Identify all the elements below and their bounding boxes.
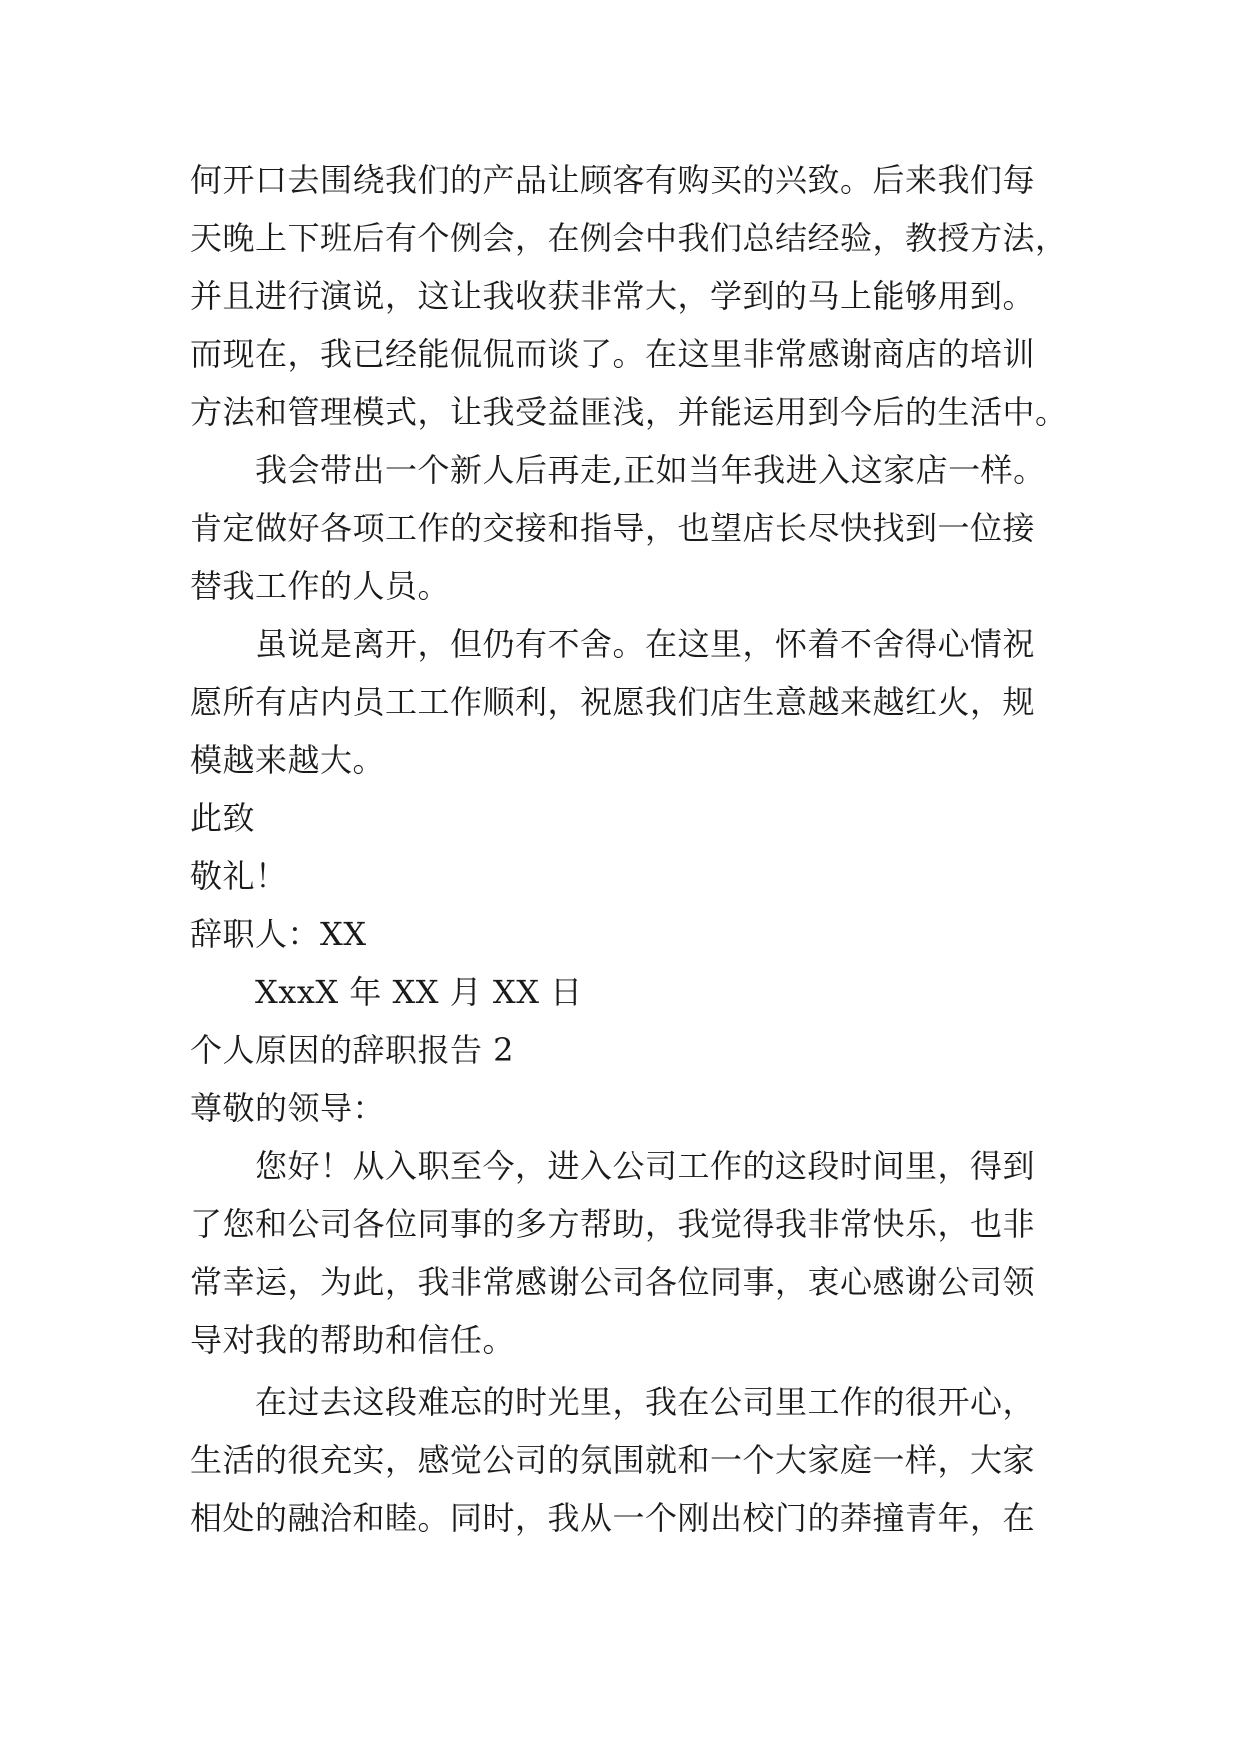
text-line: 了您和公司各位同事的多方帮助，我觉得我非常快乐，也非 [190,1205,1036,1243]
text-line: 方法和管理模式，让我受益匪浅，并能运用到今后的生活中。 [190,393,1068,431]
closing-salute: 敬礼！ [190,857,288,895]
closing-line: 此致 [190,799,256,837]
paragraph-start: 虽说是离开，但仍有不舍。在这里，怀着不舍得心情祝 [255,625,1036,663]
section-title: 个人原因的辞职报告 2 [190,1031,515,1069]
paragraph-start: 在过去这段难忘的时光里，我在公司里工作的很开心， [255,1383,1036,1421]
text-line: 相处的融洽和睦。同时，我从一个刚出校门的莽撞青年，在 [190,1499,1036,1537]
text-line: 愿所有店内员工工作顺利，祝愿我们店生意越来越红火，规 [190,683,1036,721]
signature-line: 辞职人：XX [190,915,367,953]
paragraph-start: 您好！从入职至今，进入公司工作的这段时间里，得到 [255,1147,1036,1185]
text-line: 替我工作的人员。 [190,567,451,605]
date-line: XxxX 年 XX 月 XX 日 [255,973,583,1011]
text-line: 天晚上下班后有个例会，在例会中我们总结经验，教授方法， [190,219,1068,257]
text-line: 何开口去围绕我们的产品让顾客有购买的兴致。后来我们每 [190,161,1036,199]
text-line: 而现在，我已经能侃侃而谈了。在这里非常感谢商店的培训 [190,335,1036,373]
text-line: 并且进行演说，这让我收获非常大，学到的马上能够用到。 [190,277,1036,315]
text-line: 生活的很充实，感觉公司的氛围就和一个大家庭一样，大家 [190,1441,1036,1479]
text-line: 模越来越大。 [190,741,386,779]
text-line: 导对我的帮助和信任。 [190,1321,516,1359]
salutation: 尊敬的领导： [190,1089,386,1127]
paragraph-start: 我会带出一个新人后再走,正如当年我进入这家店一样。 [255,451,1046,489]
text-line: 肯定做好各项工作的交接和指导，也望店长尽快找到一位接 [190,509,1036,547]
text-line: 常幸运，为此，我非常感谢公司各位同事，衷心感谢公司领 [190,1263,1036,1301]
